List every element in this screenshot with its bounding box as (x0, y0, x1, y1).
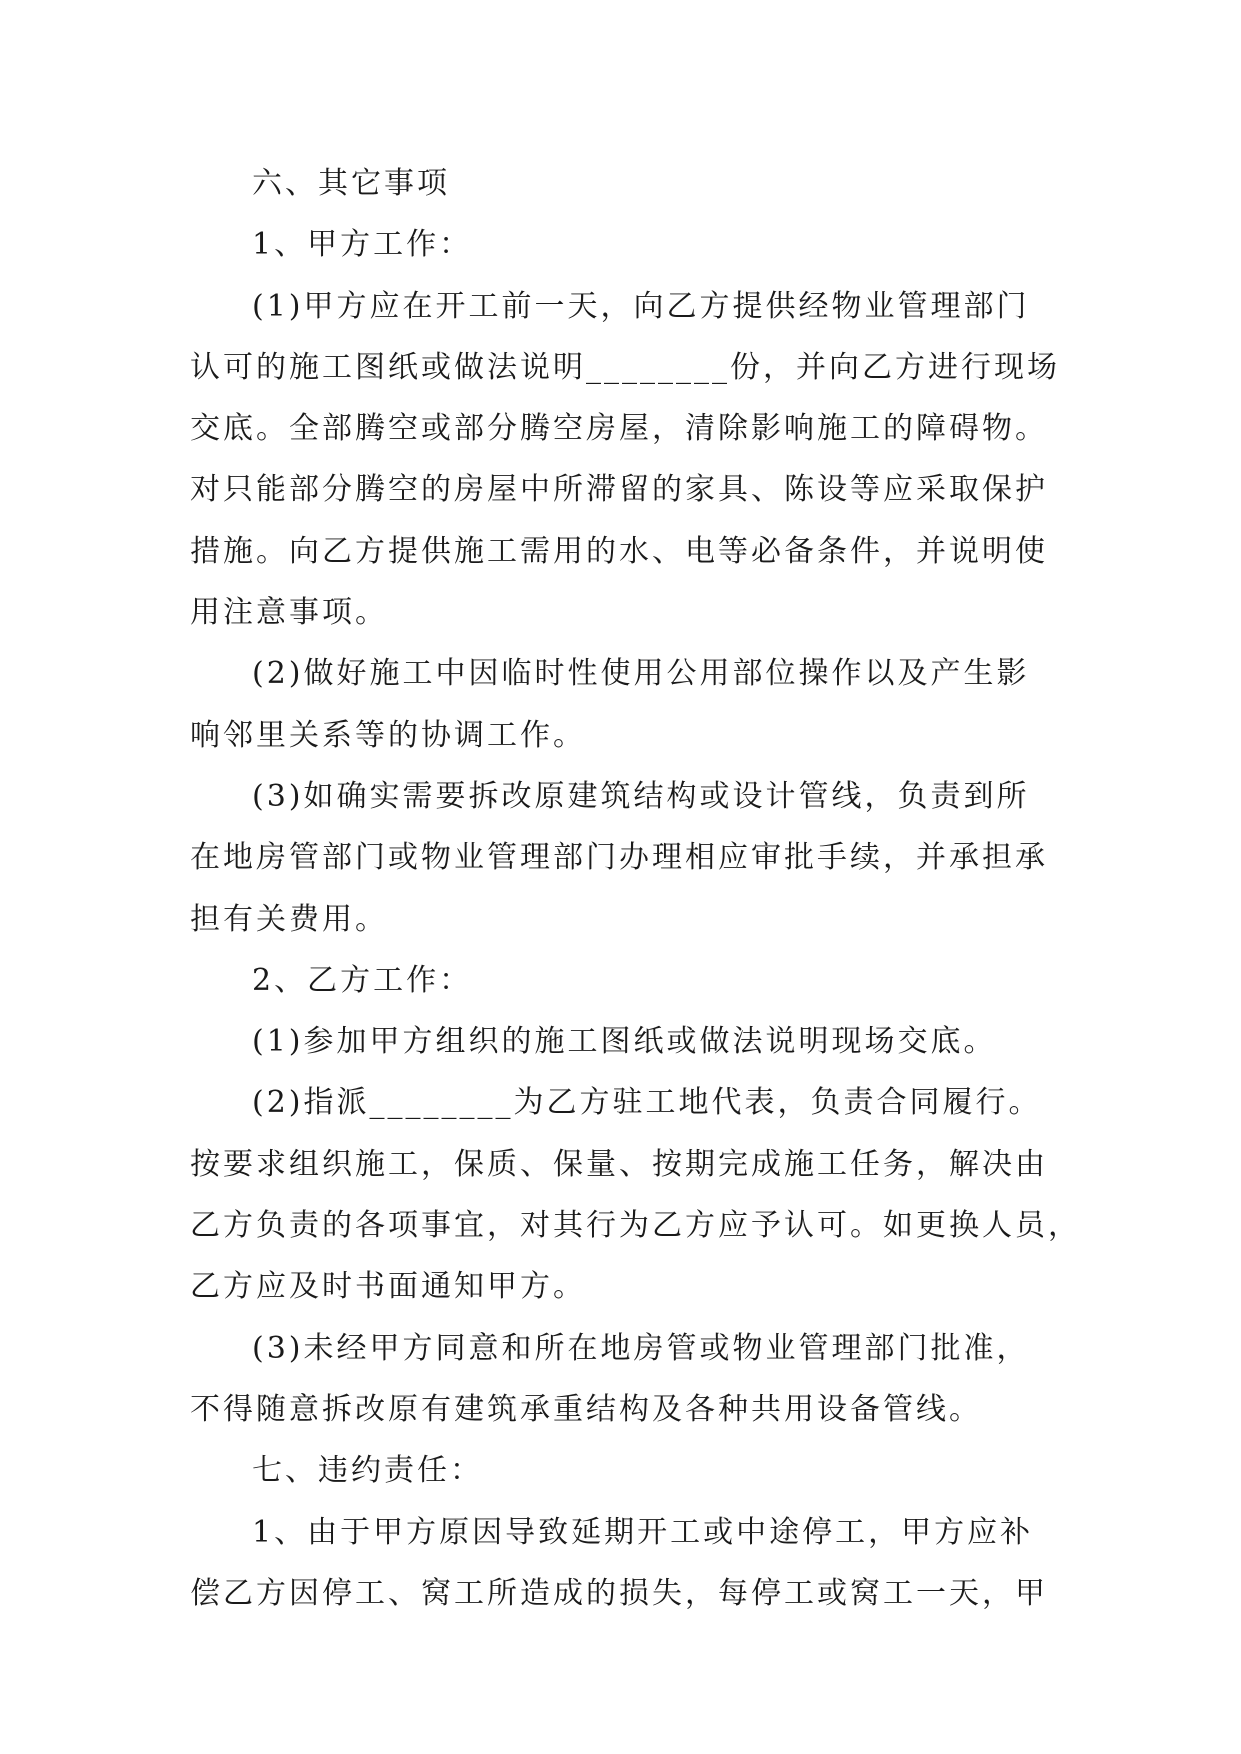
paragraph-line: 措施。向乙方提供施工需用的水、电等必备条件，并说明使 (190, 533, 1048, 569)
paragraph-line: 对只能部分腾空的房屋中所滞留的家具、陈设等应采取保护 (190, 472, 1048, 508)
paragraph-line: (3)未经甲方同意和所在地房管或物业管理部门批准， (252, 1330, 1030, 1366)
paragraph-line: 交底。全部腾空或部分腾空房屋，清除影响施工的障碍物。 (190, 411, 1048, 447)
section-heading-other-matters: 六、其它事项 (252, 166, 450, 201)
paragraph-line: 偿乙方因停工、窝工所造成的损失，每停工或窝工一天，甲 (190, 1575, 1048, 1611)
subsection-heading-party-b-work: 2、乙方工作： (252, 962, 473, 998)
paragraph-line: 不得随意拆改原有建筑承重结构及各种共用设备管线。 (190, 1391, 982, 1427)
subsection-heading-party-a-work: 1、甲方工作： (252, 227, 473, 263)
paragraph-line: 担有关费用。 (190, 901, 388, 937)
paragraph-line: 认可的施工图纸或做法说明________份，并向乙方进行现场 (190, 349, 1060, 385)
paragraph-line: (2)做好施工中因临时性使用公用部位操作以及产生影 (252, 656, 1030, 692)
section-heading-liability: 七、违约责任： (252, 1453, 483, 1489)
paragraph-line: (2)指派________为乙方驻工地代表，负责合同履行。 (252, 1085, 1042, 1121)
paragraph-line: 在地房管部门或物业管理部门办理相应审批手续，并承担承 (190, 840, 1048, 876)
paragraph-line: (1)甲方应在开工前一天，向乙方提供经物业管理部门 (252, 288, 1030, 324)
paragraph-line: 按要求组织施工，保质、保量、按期完成施工任务，解决由 (190, 1146, 1048, 1182)
paragraph-line: 乙方应及时书面通知甲方。 (190, 1269, 586, 1305)
document-body (190, 153, 1081, 1624)
paragraph-line: (1)参加甲方组织的施工图纸或做法说明现场交底。 (252, 1024, 997, 1060)
paragraph-line: 用注意事项。 (190, 595, 388, 631)
paragraph-line: 1、由于甲方原因导致延期开工或中途停工，甲方应补 (252, 1514, 1034, 1550)
paragraph-line: (3)如确实需要拆改原建筑结构或设计管线，负责到所 (252, 778, 1030, 814)
paragraph-line: 乙方负责的各项事宜，对其行为乙方应予认可。如更换人员， (190, 1208, 1081, 1244)
paragraph-line: 响邻里关系等的协调工作。 (190, 717, 586, 753)
